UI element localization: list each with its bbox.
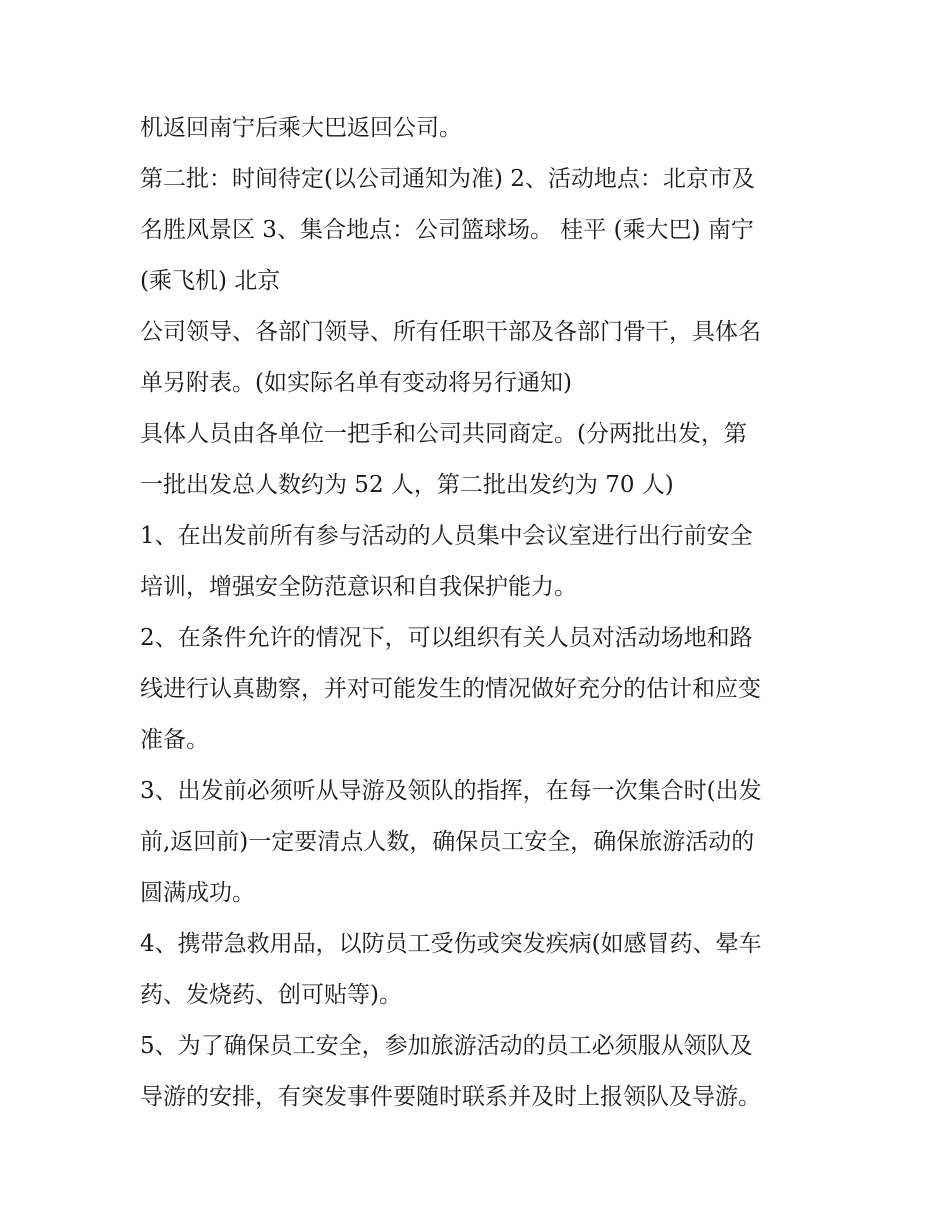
text-line: 准备。 [140,727,209,753]
text-line: 单另附表。(如实际名单有变动将另行通知) [140,370,572,396]
text-line: 线进行认真勘察，并对可能发生的情况做好充分的估计和应变 [140,676,761,702]
text-line: 药、发烧药、创可贴等)。 [140,982,402,1008]
text-line: 名胜风景区 3、集合地点：公司篮球场。 桂平 (乘大巴) 南宁 [140,217,754,243]
text-line: 机返回南宁后乘大巴返回公司。 [140,115,462,141]
text-line: 公司领导、各部门领导、所有任职干部及各部门骨干，具体名 [140,319,761,345]
text-line: 3、出发前必须听从导游及领队的指挥，在每一次集合时(出发 [140,778,762,804]
text-line: 具体人员由各单位一把手和公司共同商定。(分两批出发，第 [140,421,747,447]
text-line: 5、为了确保员工安全，参加旅游活动的员工必须服从领队及 [140,1033,753,1059]
text-line: 2、在条件允许的情况下，可以组织有关人员对活动场地和路 [140,625,753,651]
text-line: 一批出发总人数约为 52 人，第二批出发约为 70 人) [140,472,674,498]
text-line: 前,返回前)一定要清点人数，确保员工安全，确保旅游活动的 [140,829,755,855]
text-line: 4、携带急救用品，以防员工受伤或突发疾病(如感冒药、晕车 [140,931,762,957]
text-line: 培训，增强安全防范意识和自我保护能力。 [140,574,577,600]
text-line: 圆满成功。 [140,880,255,906]
document-body [140,103,820,1123]
text-line: (乘飞机) 北京 [140,268,281,294]
text-line: 导游的安排，有突发事件要随时联系并及时上报领队及导游。 [140,1084,761,1110]
text-line: 1、在出发前所有参与活动的人员集中会议室进行出行前安全 [140,523,753,549]
text-line: 第二批：时间待定(以公司通知为准) 2、活动地点：北京市及 [140,166,755,192]
